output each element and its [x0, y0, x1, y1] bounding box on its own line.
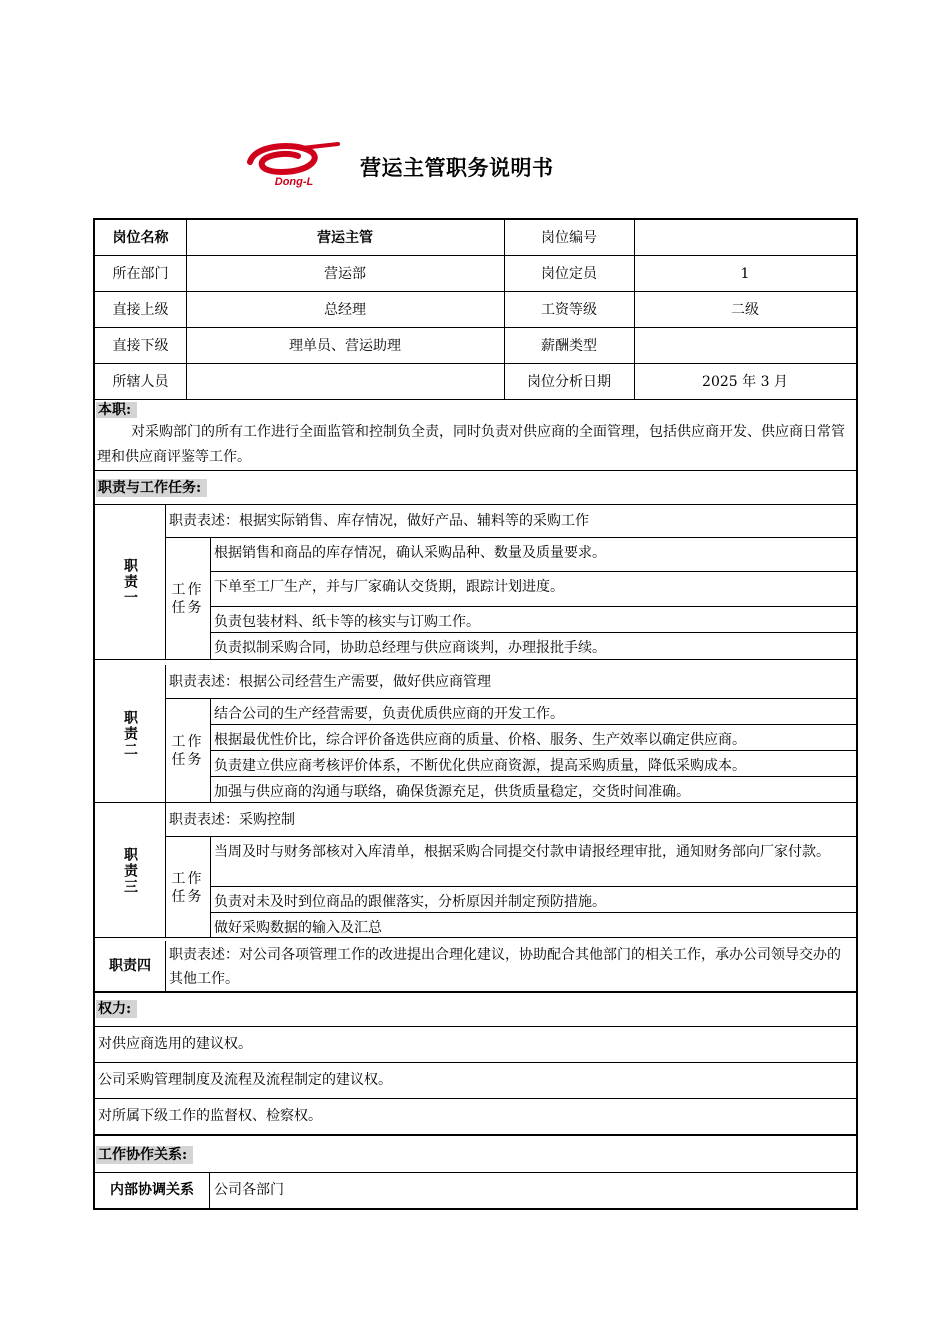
responsibility-label: 职责四 [109, 958, 151, 974]
field-value [634, 328, 856, 364]
responsibility-label: 职责三 [122, 846, 138, 895]
rule-line [165, 803, 166, 938]
task-label-cell [165, 699, 210, 803]
field-value [186, 364, 504, 400]
task-item: 根据销售和商品的库存情况，确认采购品种、数量及质量要求。 [214, 545, 606, 561]
rule-line [186, 220, 187, 400]
responsibility-description: 职责表述：根据实际销售、库存情况，做好产品、辅料等的采购工作 [169, 513, 589, 529]
responsibility-label: 职责一 [122, 558, 138, 606]
task-item: 当周及时与财务部核对入库清单，根据采购合同提交付款申请报经理审批，通知财务部向厂家付款。 [214, 844, 830, 860]
field-label: 直接下级 [112, 338, 169, 354]
duty-heading: 本职: [96, 402, 137, 418]
task-item: 负责对未及时到位商品的跟催落实，分析原因并制定预防措施。 [214, 894, 606, 910]
field-label: 所辖人员 [112, 374, 169, 390]
duty-text: 对采购部门的所有工作进行全面监管和控制负全责，同时负责对供应商的全面管理，包括供应商开发、供应商日常管理和供应商评鉴等工作。 [97, 424, 845, 465]
field-value: 营运部 [324, 266, 366, 282]
responsibility-label-cell [95, 803, 165, 938]
field-label: 岗位名称 [112, 230, 169, 246]
responsibility-description: 职责表述：采购控制 [169, 812, 295, 828]
field-value [634, 220, 856, 256]
responsibility-label-cell [95, 665, 165, 803]
field-value: 二级 [731, 302, 759, 318]
rule-line [95, 659, 856, 660]
logo-text: Dong-L [274, 176, 314, 188]
rule-line [634, 220, 635, 400]
field-value: 1 [740, 266, 750, 282]
task-label-cell [165, 837, 210, 938]
task-item: 结合公司的生产经营需要，负责优质供应商的开发工作。 [214, 706, 564, 722]
rule-line [504, 220, 505, 400]
task-label: 工作任务 [171, 870, 204, 905]
task-item: 根据最优性价比，综合评价备选供应商的质量、价格、服务、生产效率以确定供应商。 [214, 732, 746, 748]
field-value: 总经理 [324, 302, 366, 318]
field-value: 营运主管 [317, 230, 373, 246]
company-logo [244, 140, 344, 188]
task-item: 负责建立供应商考核评价体系，不断优化供应商资源，提高采购质量，降低采购成本。 [214, 758, 746, 774]
task-label-cell [165, 538, 210, 660]
rule-line [95, 470, 856, 471]
rule-line [165, 941, 166, 991]
authority-item: 公司采购管理制度及流程及流程制定的建议权。 [98, 1072, 392, 1088]
responsibilities-heading: 职责与工作任务: [96, 479, 207, 497]
internal-coordination-value: 公司各部门 [214, 1182, 284, 1198]
authority-item: 对供应商选用的建议权。 [98, 1036, 252, 1052]
task-item: 负责包装材料、纸卡等的核实与订购工作。 [214, 614, 480, 630]
rule-line [209, 1172, 210, 1208]
task-item: 做好采购数据的输入及汇总 [214, 920, 382, 936]
document-header [244, 140, 664, 190]
rule-line [165, 665, 166, 803]
field-label: 工资等级 [541, 302, 597, 318]
task-label: 工作任务 [171, 734, 204, 768]
responsibility-label-cell [95, 504, 165, 660]
field-label: 岗位定员 [541, 266, 597, 282]
rule-line [95, 399, 856, 400]
field-value: 2025 年 3 月 [702, 374, 788, 390]
rule-line [95, 992, 856, 993]
internal-coordination-label: 内部协调关系 [110, 1182, 194, 1198]
rule-line [95, 937, 856, 938]
field-label: 直接上级 [112, 302, 169, 318]
document-title: 营运主管职务说明书 [360, 156, 554, 180]
task-label: 工作任务 [171, 582, 204, 616]
task-item: 加强与供应商的沟通与联络，确保货源充足，供货质量稳定，交货时间准确。 [214, 784, 690, 800]
responsibility-description: 职责表述：根据公司经营生产需要，做好供应商管理 [169, 674, 491, 690]
field-label: 薪酬类型 [541, 338, 597, 354]
field-label: 岗位分析日期 [527, 374, 611, 390]
authority-heading: 权力: [96, 1000, 137, 1018]
task-item: 负责拟制采购合同，协助总经理与供应商谈判，办理报批手续。 [214, 640, 606, 656]
rule-line [210, 699, 211, 803]
rule-line [210, 538, 211, 660]
field-label: 岗位编号 [541, 230, 597, 246]
field-label: 所在部门 [112, 266, 169, 282]
responsibility-label: 职责二 [122, 710, 138, 758]
job-description-form [93, 218, 858, 1210]
field-value: 理单员、营运助理 [289, 338, 401, 354]
rule-line [210, 837, 211, 938]
rule-line [95, 1135, 856, 1136]
cooperation-heading: 工作协作关系: [96, 1146, 193, 1164]
responsibility-description: 职责表述：对公司各项管理工作的改进提出合理化建议，协助配合其他部门的相关工作，承办公司领导交办的其他工作。 [169, 947, 841, 987]
rule-line [165, 504, 166, 660]
authority-item: 对所属下级工作的监督权、检察权。 [98, 1108, 322, 1124]
task-item: 下单至工厂生产，并与厂家确认交货期，跟踪计划进度。 [214, 579, 564, 595]
